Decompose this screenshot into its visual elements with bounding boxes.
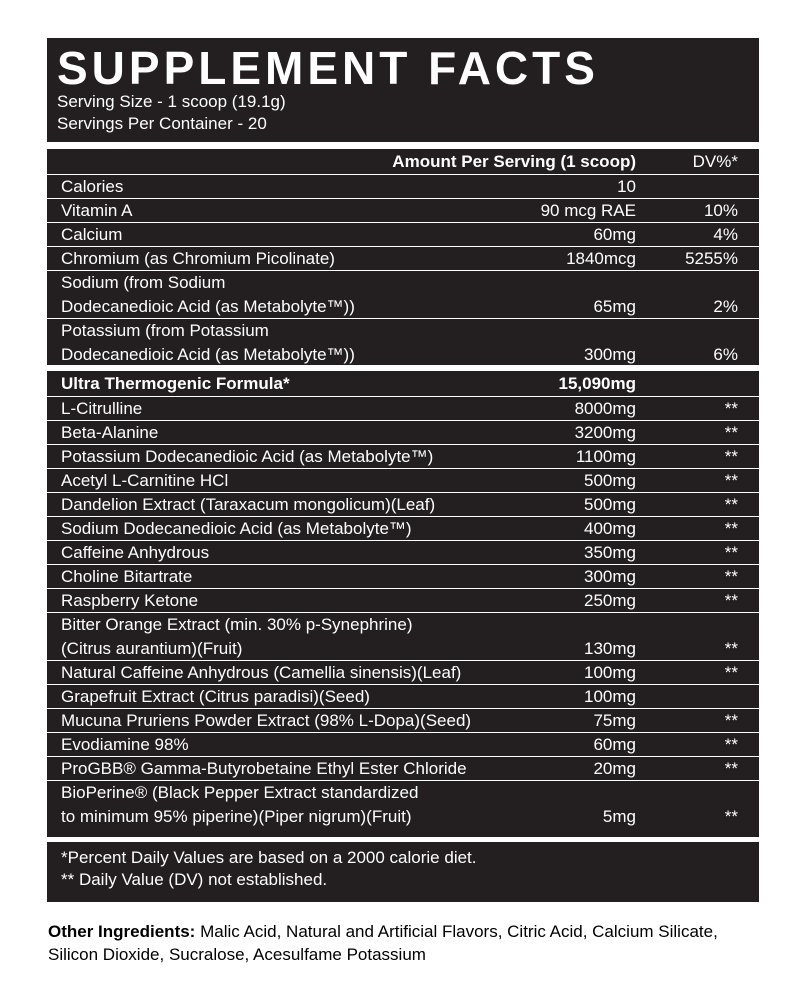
row-name: Sodium (from Sodium — [61, 273, 226, 292]
row-dv: ** — [724, 543, 738, 562]
row-dv: ** — [724, 759, 738, 778]
footnote-not-established: ** Daily Value (DV) not established. — [61, 870, 328, 889]
row-dv: ** — [724, 423, 738, 442]
table-row — [47, 445, 759, 468]
row-name-line2: (Citrus aurantium)(Fruit) — [61, 638, 243, 658]
table-row — [47, 757, 759, 780]
row-amount: 10 — [617, 177, 636, 196]
other-ingredients-text: Malic Acid, Natural and Artificial Flavors, Citric Acid, Calcium Silicate, Silicon Dioxide, Sucralose, Acesulfame Potassium — [48, 922, 718, 964]
row-amount: 400mg — [584, 519, 636, 538]
row-amount: 1840mcg — [566, 249, 636, 268]
row-amount: 300mg — [584, 344, 636, 364]
row-dv: ** — [724, 495, 738, 514]
table-row — [47, 493, 759, 516]
row-name: Grapefruit Extract (Citrus paradisi)(Seed) — [61, 687, 370, 706]
row-name: Calcium — [61, 225, 123, 244]
row-amount: 90 mcg RAE — [540, 201, 636, 220]
row-dv: 2% — [713, 296, 738, 316]
row-amount: 75mg — [593, 711, 636, 730]
row-name: Potassium Dodecanedioic Acid (as Metabolyte™) — [61, 447, 434, 466]
row-amount: 65mg — [593, 296, 636, 316]
row-name-line2: Dodecanedioic Acid (as Metabolyte™)) — [61, 344, 355, 364]
row-dv: ** — [724, 735, 738, 754]
row-dv: ** — [724, 399, 738, 418]
row-dv: 6% — [713, 344, 738, 364]
row-name-line2: to minimum 95% piperine)(Piper nigrum)(Fruit) — [61, 806, 412, 826]
row-dv: ** — [724, 567, 738, 586]
row-name: Potassium (from Potassium — [61, 321, 269, 340]
row-name: BioPerine® (Black Pepper Extract standardized — [61, 783, 419, 802]
serving-size: Serving Size - 1 scoop (19.1g) — [57, 92, 286, 111]
table-row — [47, 223, 759, 246]
row-dv: 5255% — [685, 249, 738, 268]
table-row — [47, 421, 759, 444]
row-amount: 100mg — [584, 663, 636, 682]
column-header-row — [47, 149, 759, 174]
row-dv: ** — [724, 471, 738, 490]
row-amount: 500mg — [584, 495, 636, 514]
blend-name: Ultra Thermogenic Formula* — [61, 374, 290, 393]
row-name: Choline Bitartrate — [61, 567, 193, 586]
row-name: Sodium Dodecanedioic Acid (as Metabolyte™) — [61, 519, 412, 538]
row-dv: ** — [724, 711, 738, 730]
row-amount: 130mg — [584, 638, 636, 658]
table-row — [47, 781, 759, 828]
table-row — [47, 661, 759, 684]
row-name: Evodiamine 98% — [61, 735, 189, 754]
row-name: Acetyl L-Carnitine HCl — [61, 471, 229, 490]
row-amount: 250mg — [584, 591, 636, 610]
row-amount: 8000mg — [574, 399, 636, 418]
row-dv: ** — [724, 591, 738, 610]
row-name: Raspberry Ketone — [61, 591, 199, 610]
row-amount: 300mg — [584, 567, 636, 586]
table-row — [47, 271, 759, 318]
row-dv: ** — [724, 447, 738, 466]
row-name: L-Citrulline — [61, 399, 143, 418]
label-title: SUPPLEMENT FACTS — [57, 42, 599, 94]
table-row — [47, 565, 759, 588]
row-name: Bitter Orange Extract (min. 30% p-Synephrine) — [61, 615, 413, 634]
row-amount: 350mg — [584, 543, 636, 562]
table-row — [47, 175, 759, 198]
row-dv: ** — [724, 638, 738, 658]
supplement-facts-panel — [47, 38, 759, 902]
row-name: Mucuna Pruriens Powder Extract (98% L-Dopa)(Seed) — [61, 711, 472, 730]
thick-divider — [47, 837, 759, 842]
header-dv: DV%* — [692, 152, 738, 171]
table-row — [47, 469, 759, 492]
row-name: Natural Caffeine Anhydrous (Camellia sinensis)(Leaf) — [61, 663, 462, 682]
row-name: Beta-Alanine — [61, 423, 159, 442]
header-amount: Amount Per Serving (1 scoop) — [392, 152, 636, 171]
row-name: Dandelion Extract (Taraxacum mongolicum)(Leaf) — [61, 495, 436, 514]
row-amount: 60mg — [593, 735, 636, 754]
table-row — [47, 517, 759, 540]
row-amount: 20mg — [593, 759, 636, 778]
table-row — [47, 733, 759, 756]
other-ingredients — [48, 920, 748, 966]
footnote-dv: *Percent Daily Values are based on a 2000 calorie diet. — [61, 848, 477, 867]
row-amount: 3200mg — [574, 423, 636, 442]
row-name: Chromium (as Chromium Picolinate) — [61, 249, 335, 268]
thick-divider — [47, 142, 759, 149]
table-row — [47, 199, 759, 222]
row-dv: 4% — [713, 225, 738, 244]
row-amount: 100mg — [584, 687, 636, 706]
servings-per-container: Servings Per Container - 20 — [57, 114, 267, 133]
blend-row — [47, 371, 759, 396]
blend-amount: 15,090mg — [558, 374, 636, 393]
table-row — [47, 589, 759, 612]
row-amount: 5mg — [602, 806, 636, 826]
row-amount: 60mg — [593, 225, 636, 244]
other-ingredients-heading: Other Ingredients: — [48, 922, 196, 941]
table-row — [47, 319, 759, 366]
row-dv: 10% — [703, 201, 738, 220]
table-row — [47, 247, 759, 270]
row-name: Calories — [61, 177, 124, 196]
row-name: Caffeine Anhydrous — [61, 543, 210, 562]
table-row — [47, 613, 759, 660]
row-dv: ** — [724, 663, 738, 682]
row-name-line2: Dodecanedioic Acid (as Metabolyte™)) — [61, 296, 355, 316]
row-name: ProGBB® Gamma-Butyrobetaine Ethyl Ester Chloride — [61, 759, 467, 778]
table-row — [47, 685, 759, 708]
table-row — [47, 397, 759, 420]
row-dv: ** — [724, 519, 738, 538]
row-amount: 1100mg — [575, 447, 636, 466]
row-name: Vitamin A — [61, 201, 133, 220]
table-row — [47, 709, 759, 732]
row-dv: ** — [724, 806, 738, 826]
row-amount: 500mg — [584, 471, 636, 490]
table-row — [47, 541, 759, 564]
